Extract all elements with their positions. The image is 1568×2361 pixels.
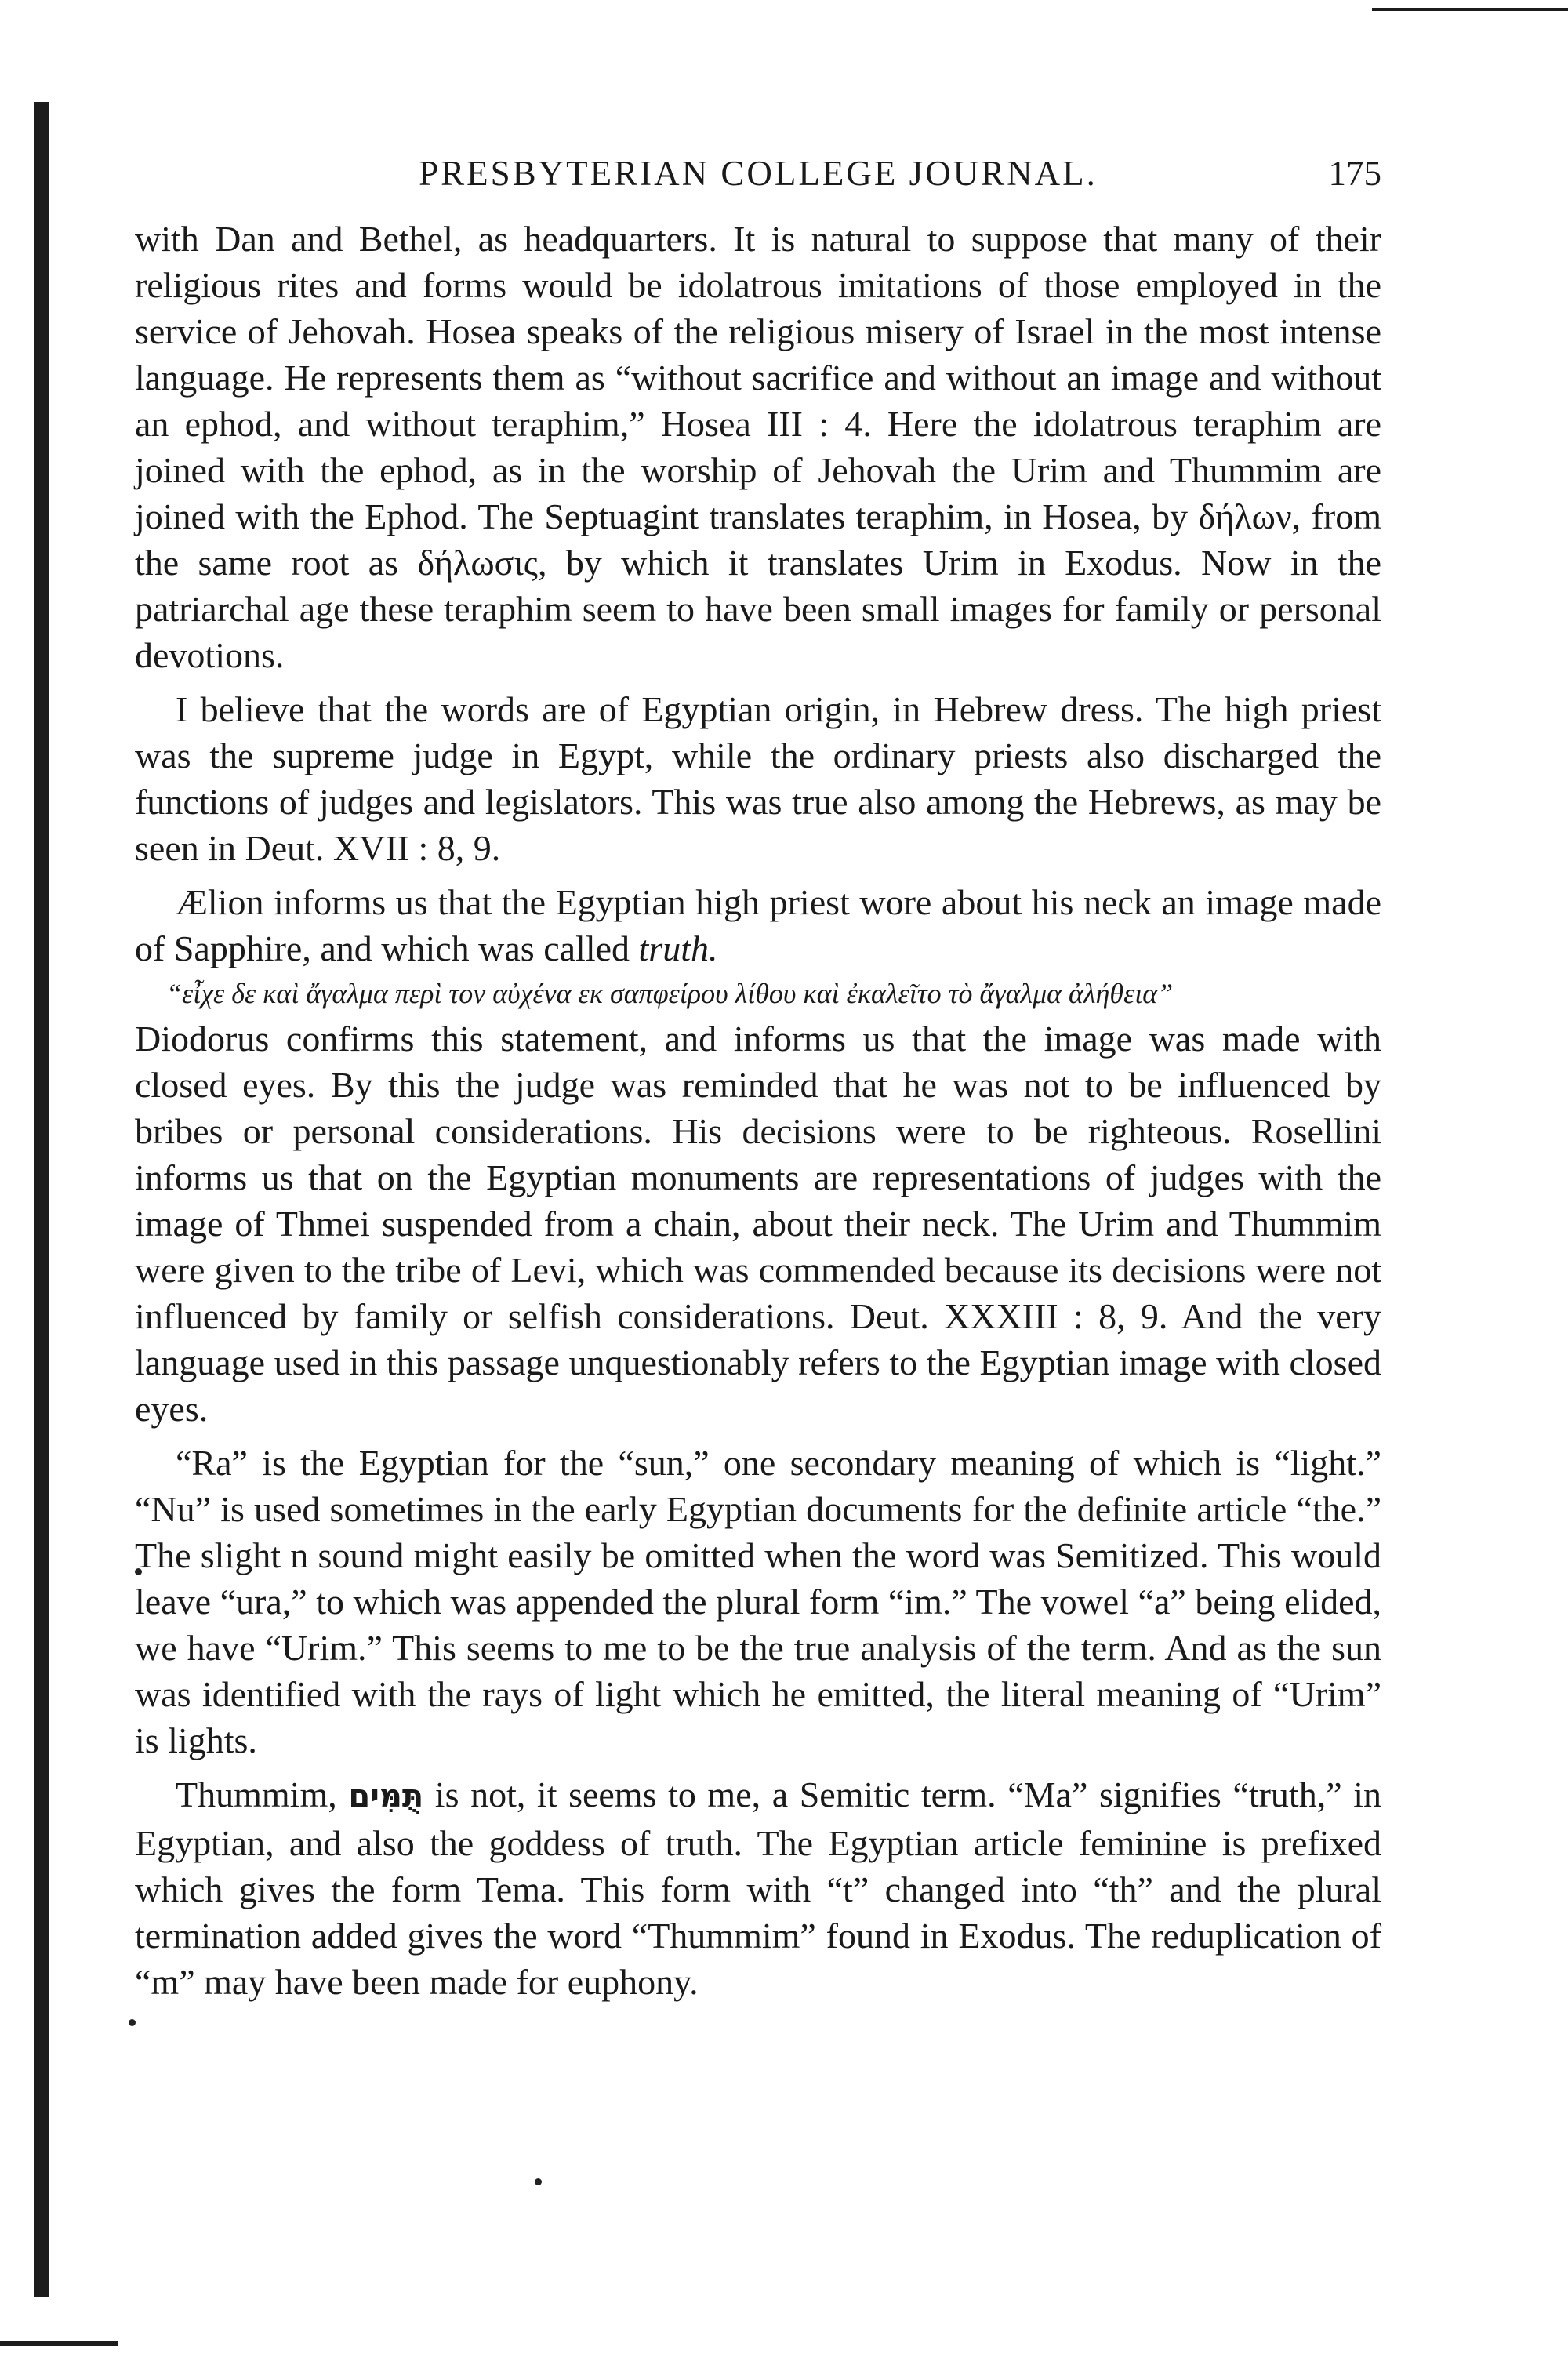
journal-page <box>135 153 1381 2005</box>
thummim-rest: is not, it seems to me, a Semitic term. “Ma” signifies “truth,” in Egyptian, and also the goddess of truth. The Egyptian article feminine is prefixed which gives the form Tema. This form with “t” changed into “th” and the plural termination added gives the word “Thummim” found in Exodus. The reduplication of “m” may have been made for euphony. <box>135 1774 1381 2002</box>
thummim-lead: Thummim, <box>176 1774 349 1814</box>
journal-title: PRESBYTERIAN COLLEGE JOURNAL. <box>419 154 1098 193</box>
scan-rule-bottom <box>0 2341 118 2346</box>
truth-word: truth. <box>638 928 718 968</box>
paragraph-teraphim: with Dan and Bethel, as headquarters. It is natural to suppose that many of their religious rites and forms would be idolatrous imitations of those employed in the service of Jehovah. Hosea speaks of the religious misery of Israel in the most intense language. He represents them as “without sacrifice and without an image and without an ephod, and without teraphim,” Hosea III : 4. Here the idolatrous teraphim are joined with the ephod, as in the worship of Jehovah the Urim and Thummim are joined with the Ephod. The Septuagint translates teraphim, in Hosea, by δήλων, from the same root as δήλωσις, by which it translates Urim in Exodus. Now in the patriarchal age these teraphim seem to have been small images for family or personal devotions. <box>135 219 1381 675</box>
margin-speck <box>535 2178 542 2185</box>
page-number: 175 <box>1328 154 1381 193</box>
scan-rule-top <box>1372 8 1568 11</box>
paragraph-diodorus: Diodorus confirms this statement, and informs us that the image was made with closed eyes. By this the judge was reminded that he was not to be influenced by bribes or personal considerations. His decisions were to be righteous. Rosellini informs us that on the Egyptian monuments are representations of judges with the image of Thmei suspended from a chain, about their neck. The Urim and Thummim were given to the tribe of Levi, which was commended because its decisions were not influenced by family or selfish considerations. Deut. XXXIII : 8, 9. And the very language used in this passage unquestionably refers to the Egyptian image with closed eyes. <box>135 1019 1381 1429</box>
paragraph-egyptian-origin: I believe that the words are of Egyptian origin, in Hebrew dress. The high priest was the supreme judge in Egypt, while the ordinary priests also discharged the functions of judges and legislators. This was true also among the Hebrews, as may be seen in Deut. XVII : 8, 9. <box>135 689 1381 868</box>
running-header <box>135 153 1381 216</box>
scan-border-left <box>34 102 49 2297</box>
aelion-text: Ælion informs us that the Egyptian high priest wore about his neck an image made of Sapphire, and which was called <box>135 882 1381 968</box>
greek-quotation: “εἶχε δε καὶ ἄγαλμα περὶ τον αὐχένα εκ σαπφείρου λίθου καὶ ἐκαλεῖτο τὸ ἄγαλμα ἀλήθεια” <box>166 978 1174 1009</box>
margin-speck <box>129 2019 136 2026</box>
hebrew-word: תֻּמִּים <box>348 1778 424 1814</box>
paragraph-aelion <box>135 879 1381 972</box>
paragraph-thummim <box>135 1771 1381 2005</box>
paragraph-urim-analysis: “Ra” is the Egyptian for the “sun,” one secondary meaning of which is “light.” “Nu” is used sometimes in the early Egyptian documents for the definite article “the.” The slight n sound might easily be omitted when the word was Semitized. This would leave “ura,” to which was appended the plural form “im.” The vowel “a” being elided, we have “Urim.” This seems to me to be the true analysis of the term. And as the sun was identified with the rays of light which he emitted, the literal meaning of “Urim” is lights. <box>135 1443 1381 1760</box>
